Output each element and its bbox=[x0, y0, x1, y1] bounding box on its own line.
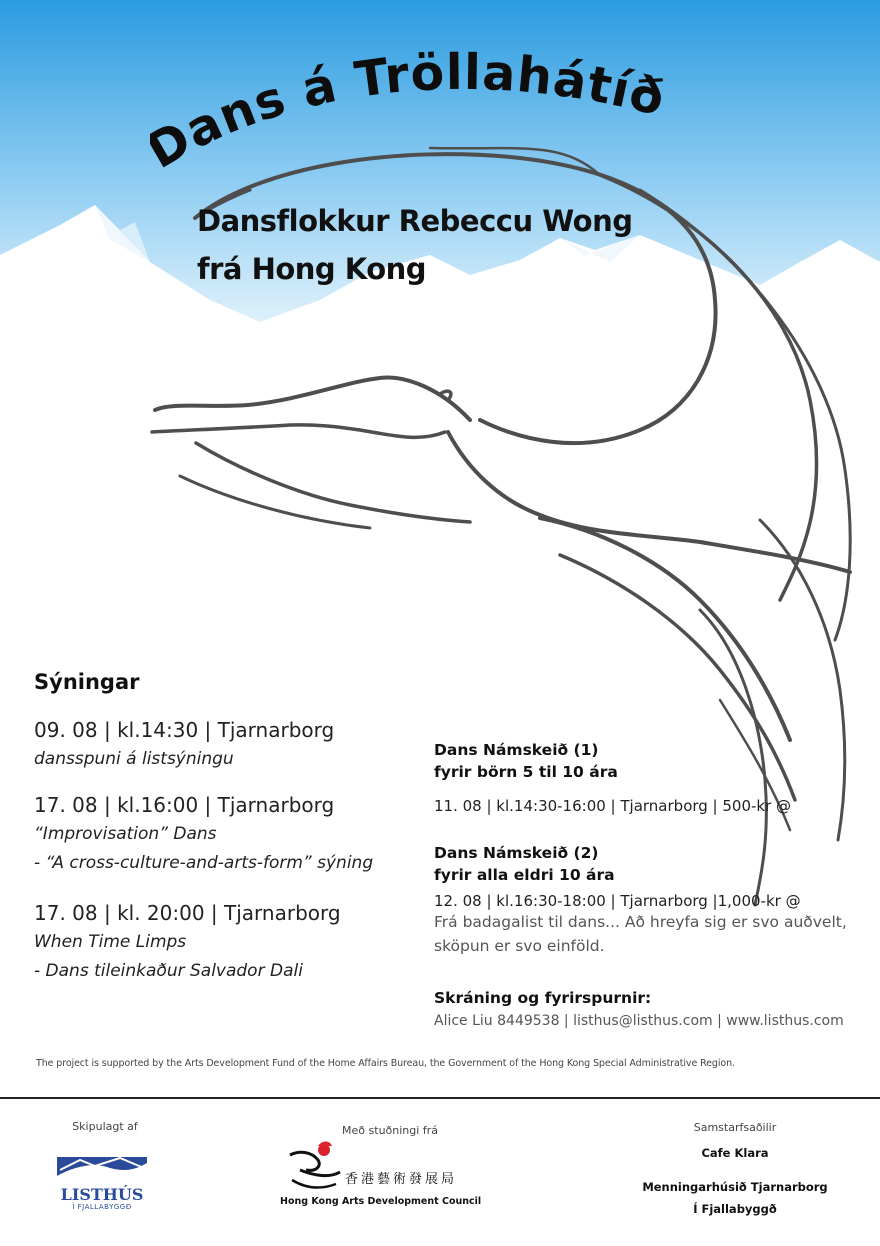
subtitle-origin: frá Hong Kong bbox=[197, 252, 427, 286]
show-datetime: 17. 08 | kl. 20:00 | Tjarnarborg bbox=[34, 901, 341, 925]
listhus-logo-subtext: Í FJALLABYGGÐ bbox=[72, 1203, 132, 1211]
show-item bbox=[34, 716, 334, 774]
organized-label: Skipulagt af bbox=[72, 1120, 138, 1133]
course-2 bbox=[434, 842, 847, 958]
show-item bbox=[34, 791, 373, 878]
show-description-extra: - Dans tileinkaður Salvador Dali bbox=[34, 961, 303, 981]
show-datetime: 09. 08 | kl.14:30 | Tjarnarborg bbox=[34, 718, 335, 742]
subtitle-company: Dansflokkur Rebeccu Wong bbox=[197, 204, 633, 238]
partner-fjallabyggd: Í Fjallabyggð bbox=[693, 1202, 777, 1216]
course-details: 12. 08 | kl.16:30-18:00 | Tjarnarborg |1,000-kr @ bbox=[434, 892, 801, 910]
show-description: dansspuni á listsýningu bbox=[34, 749, 234, 769]
course-details: 11. 08 | kl.14:30-16:00 | Tjarnarborg | 500-kr @ bbox=[434, 797, 792, 815]
show-description-extra: - “A cross-culture-and-arts-form” sýning bbox=[34, 853, 374, 873]
registration-title: Skráning og fyrirspurnir: bbox=[434, 989, 652, 1007]
course-title: Dans Námskeið (2) bbox=[434, 844, 599, 862]
listhus-logo-graphic bbox=[57, 1157, 147, 1185]
support-statement: The project is supported by the Arts Development Fund of the Home Affairs Bureau, the Government of the Hong Kong Special Administrative Region. bbox=[36, 1058, 735, 1069]
show-item bbox=[34, 899, 341, 986]
course-description-extra: sköpun er svo einföld. bbox=[434, 937, 605, 955]
registration-contact: Alice Liu 8449538 | listhus@listhus.com | www.listhus.com bbox=[434, 1013, 844, 1029]
course-1 bbox=[434, 739, 791, 815]
show-description: “Improvisation” Dans bbox=[34, 824, 217, 844]
course-audience: fyrir alla eldri 10 ára bbox=[434, 866, 615, 884]
show-datetime: 17. 08 | kl.16:00 | Tjarnarborg bbox=[34, 793, 335, 817]
svg-text:Dans á Tröllahátíð bbox=[150, 44, 671, 180]
partner-cafe-klara: Cafe Klara bbox=[701, 1146, 769, 1160]
course-audience: fyrir börn 5 til 10 ára bbox=[434, 763, 618, 781]
show-description: When Time Limps bbox=[34, 932, 187, 952]
partner-menningarhus: Menningarhúsið Tjarnarborg bbox=[642, 1180, 828, 1194]
registration bbox=[434, 987, 844, 1033]
title-text-svg bbox=[150, 40, 750, 200]
hkadc-chinese-name: 香港藝術發展局 bbox=[345, 1172, 458, 1187]
course-description: Frá badagalist til dans... Að hreyfa sig er svo auðvelt, bbox=[434, 913, 847, 931]
shows-heading: Sýningar bbox=[34, 670, 140, 694]
poster-title bbox=[150, 40, 750, 200]
listhus-logo-text: LISTHÚS bbox=[60, 1185, 144, 1204]
hkadc-logo-graphic bbox=[290, 1142, 340, 1188]
listhus-logo bbox=[57, 1186, 147, 1211]
footer-divider bbox=[0, 1097, 880, 1099]
support-label: Með stuðningi frá bbox=[342, 1124, 438, 1137]
hkadc-english-name: Hong Kong Arts Development Council bbox=[280, 1196, 482, 1207]
course-title: Dans Námskeið (1) bbox=[434, 741, 599, 759]
partners-label: Samstarfsaðilir bbox=[693, 1121, 777, 1134]
title-text: ans á Tröllahátíð bbox=[176, 43, 672, 160]
